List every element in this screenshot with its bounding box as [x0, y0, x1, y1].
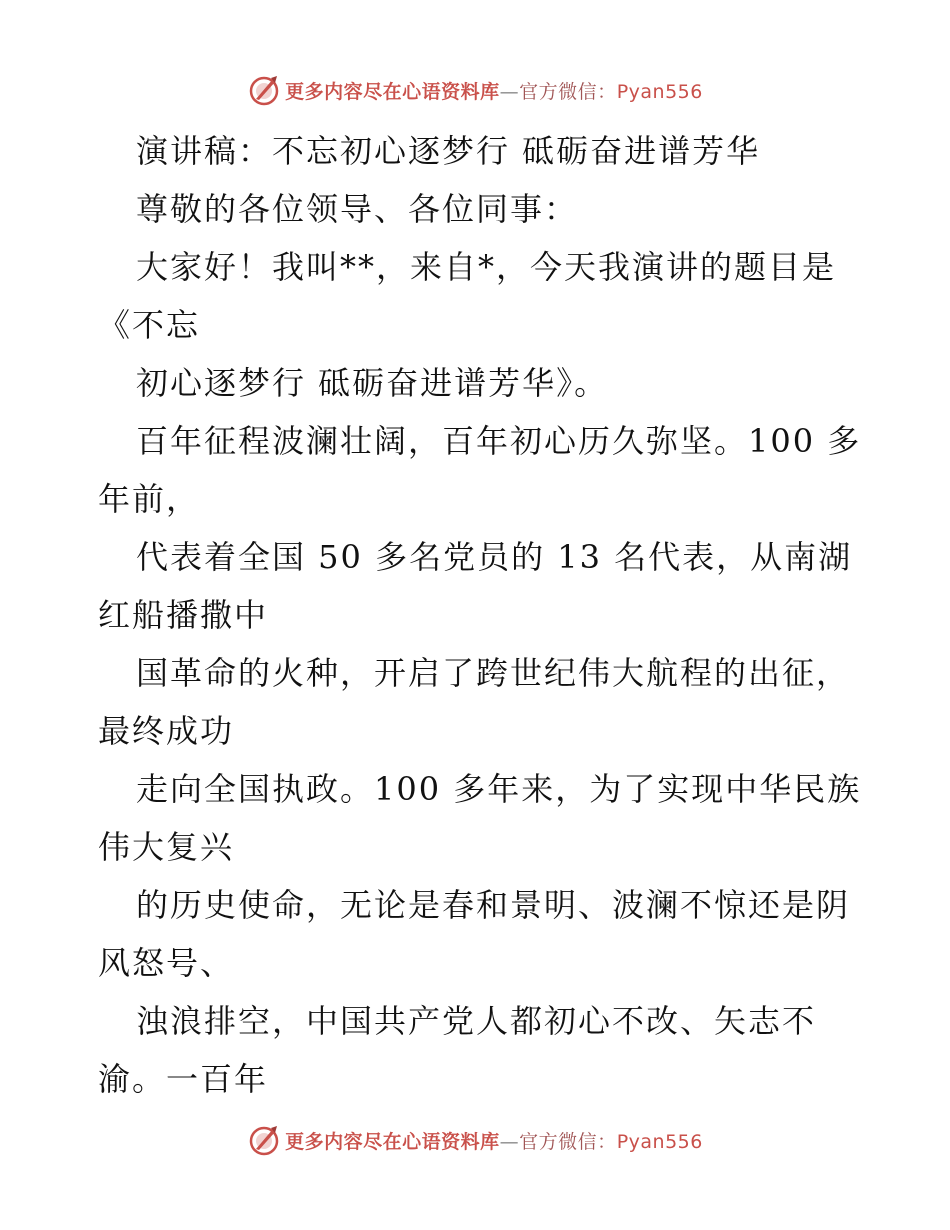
text-line: 尊敬的各位领导、各位同事： — [136, 190, 579, 228]
document-body — [98, 122, 862, 1108]
quill-logo-icon — [247, 73, 281, 107]
watermark-text — [285, 77, 703, 104]
watermark-separator: — — [499, 80, 520, 103]
watermark-wechat-id: Pyan556 — [616, 80, 703, 103]
header-watermark — [0, 70, 950, 110]
watermark-wechat-label: 官方微信： — [519, 1130, 617, 1153]
text-line: 百年征程波澜壮阔，百年初心历久弥坚。100 多 — [136, 422, 862, 460]
text-line: 初心逐梦行 砥砺奋进谱芳华》。 — [136, 364, 609, 402]
text-line: 大家好！我叫**，来自*，今天我演讲的题目是 — [136, 248, 837, 286]
text-line: 演讲稿：不忘初心逐梦行 砥砺奋进谱芳华 — [136, 132, 761, 170]
text-line: 浊浪排空，中国共产党人都初心不改、矢志不 — [136, 1002, 817, 1040]
text-line: 代表着全国 50 多名党员的 13 名代表，从南湖 — [136, 538, 853, 576]
text-line: 的历史使命，无论是春和景明、波澜不惊还是阴 — [136, 886, 851, 924]
watermark-wechat-id: Pyan556 — [616, 1130, 703, 1153]
text-line: 《不忘 — [98, 306, 201, 344]
text-line: 渝。一百年 — [98, 1060, 269, 1098]
quill-logo-icon — [247, 1123, 281, 1157]
text-line: 最终成功 — [98, 712, 235, 750]
watermark-separator: — — [499, 1130, 520, 1153]
text-line: 国革命的火种，开启了跨世纪伟大航程的出征， — [136, 654, 851, 692]
footer-watermark — [0, 1120, 950, 1160]
watermark-text — [285, 1127, 703, 1154]
watermark-wechat-label: 官方微信： — [519, 80, 617, 103]
watermark-main: 更多内容尽在心语资料库 — [285, 1130, 500, 1153]
text-line: 年前， — [98, 480, 201, 518]
watermark-main: 更多内容尽在心语资料库 — [285, 80, 500, 103]
text-line: 走向全国执政。100 多年来，为了实现中华民族 — [136, 770, 862, 808]
text-line: 伟大复兴 — [98, 828, 235, 866]
text-line: 风怒号、 — [98, 944, 235, 982]
text-line: 红船播撒中 — [98, 596, 269, 634]
